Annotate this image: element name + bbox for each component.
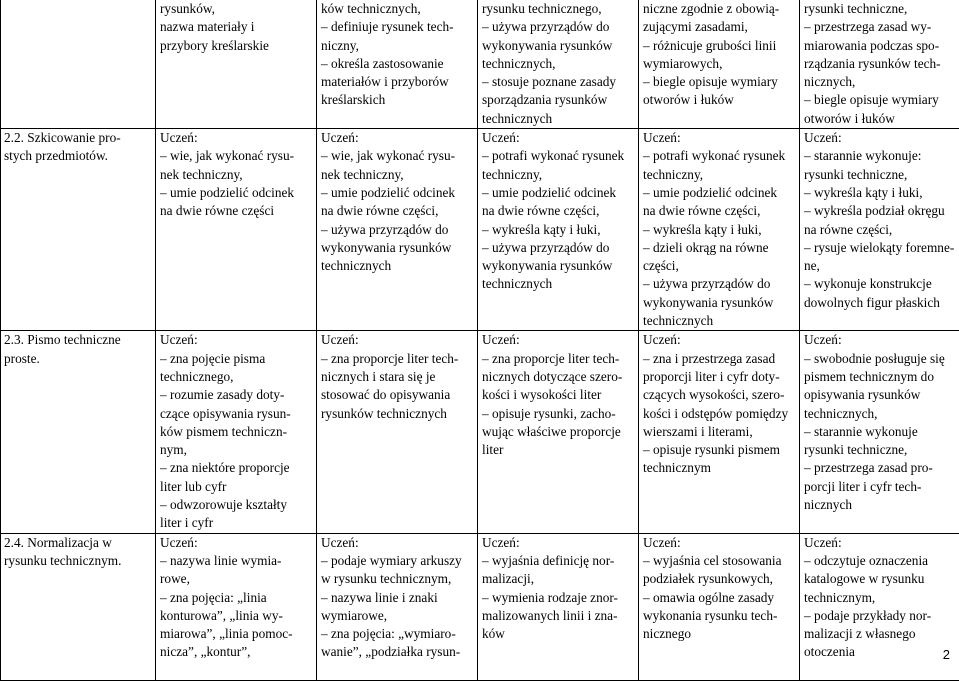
- requirement-line: stosować do opisywania: [321, 386, 473, 404]
- requirement-line: przybory kreślarskie: [160, 37, 312, 55]
- requirement-line: – przestrzega zasad wy-: [804, 18, 955, 36]
- requirement-line: na równe części,: [804, 221, 955, 239]
- requirement-line: – podaje wymiary arkuszy: [321, 552, 473, 570]
- requirement-cell: [639, 533, 800, 680]
- requirement-line: malizacji z własnego: [804, 625, 955, 643]
- requirement-cell: [317, 533, 478, 680]
- requirement-line: zującymi zasadami,: [643, 18, 795, 36]
- requirement-cell: [800, 331, 959, 533]
- requirement-line: kości i wysokości liter: [482, 386, 634, 404]
- requirement-line: – nazywa linie i znaki: [321, 589, 473, 607]
- requirement-line: ków: [482, 625, 634, 643]
- requirement-line: – rysuje wielokąty foremne-: [804, 239, 955, 257]
- requirement-line: rysunki techniczne,: [804, 166, 955, 184]
- requirement-line: – zna pojęcie pisma: [160, 350, 312, 368]
- requirement-line: niczny,: [321, 37, 473, 55]
- requirement-line: – zna proporcje liter tech-: [321, 350, 473, 368]
- requirement-line: – opisuje rysunki, zacho-: [482, 405, 634, 423]
- requirement-line: – potrafi wykonać rysunek: [643, 147, 795, 165]
- requirement-line: Uczeń:: [643, 534, 795, 552]
- requirement-line: Uczeń:: [643, 331, 795, 349]
- table-row: [1, 331, 959, 533]
- requirement-line: czących wysokości, szero-: [643, 386, 795, 404]
- requirement-line: nicznych,: [804, 73, 955, 91]
- requirement-line: – wyjaśnia definicję nor-: [482, 552, 634, 570]
- requirement-line: Uczeń:: [160, 129, 312, 147]
- requirement-line: liter: [482, 441, 634, 459]
- requirement-line: – swobodnie posługuje się: [804, 350, 955, 368]
- requirement-line: części,: [643, 257, 795, 275]
- section-title-line: 2.4. Normalizacja w: [4, 534, 151, 552]
- requirement-cell: [478, 533, 639, 680]
- requirement-cell: [800, 533, 959, 680]
- requirement-cell: [156, 0, 317, 129]
- requirement-line: malizowanych linii i zna-: [482, 607, 634, 625]
- requirement-line: Uczeń:: [482, 534, 634, 552]
- requirement-line: dowolnych figur płaskich: [804, 294, 955, 312]
- table-row: [1, 129, 959, 331]
- requirement-line: wykonania rysunku tech-: [643, 607, 795, 625]
- requirement-line: techniczny,: [482, 166, 634, 184]
- requirement-line: – przestrzega zasad pro-: [804, 459, 955, 477]
- requirement-line: w rysunku technicznym,: [321, 570, 473, 588]
- requirement-line: opisywania rysunków: [804, 386, 955, 404]
- requirement-line: rysunków technicznych: [321, 405, 473, 423]
- requirement-line: rysunki techniczne,: [804, 0, 955, 18]
- requirement-line: na dwie równe części: [160, 202, 312, 220]
- requirement-line: – definiuje rysunek tech-: [321, 18, 473, 36]
- requirement-line: – omawia ogólne zasady: [643, 589, 795, 607]
- requirement-line: liter lub cyfr: [160, 478, 312, 496]
- requirement-line: proporcji liter i cyfr doty-: [643, 368, 795, 386]
- requirement-line: – zna i przestrzega zasad: [643, 350, 795, 368]
- requirement-line: wykonywania rysunków: [482, 37, 634, 55]
- requirement-line: rysunki techniczne,: [804, 441, 955, 459]
- table-row: [1, 0, 959, 129]
- requirement-line: Uczeń:: [804, 331, 955, 349]
- requirement-line: na dwie równe części,: [482, 202, 634, 220]
- requirement-cell: [156, 129, 317, 331]
- requirement-line: wymiarowych,: [643, 55, 795, 73]
- requirement-line: liter i cyfr: [160, 514, 312, 532]
- requirement-line: – stosuje poznane zasady: [482, 73, 634, 91]
- requirement-line: Uczeń:: [160, 534, 312, 552]
- requirement-line: ków technicznych,: [321, 0, 473, 18]
- requirement-line: – używa przyrządów do: [643, 275, 795, 293]
- requirement-cell: [800, 129, 959, 331]
- requirement-line: Uczeń:: [482, 129, 634, 147]
- requirement-line: technicznym: [643, 459, 795, 477]
- requirement-cell: [156, 533, 317, 680]
- requirement-cell: [639, 331, 800, 533]
- requirement-line: – biegle opisuje wymiary: [804, 91, 955, 109]
- requirement-line: miarowania podczas spo-: [804, 37, 955, 55]
- requirement-line: techniczny,: [643, 166, 795, 184]
- requirement-line: wymiarowe,: [321, 607, 473, 625]
- requirement-line: Uczeń:: [321, 129, 473, 147]
- requirement-cell: [639, 0, 800, 129]
- requirement-line: – potrafi wykonać rysunek: [482, 147, 634, 165]
- requirement-line: niczne zgodnie z obowią-: [643, 0, 795, 18]
- requirement-line: – biegle opisuje wymiary: [643, 73, 795, 91]
- requirement-line: technicznych: [482, 110, 634, 128]
- requirement-line: technicznych,: [804, 405, 955, 423]
- requirement-line: – rozumie zasady doty-: [160, 386, 312, 404]
- requirement-line: – używa przyrządów do: [482, 18, 634, 36]
- requirement-line: wując właściwe proporcje: [482, 423, 634, 441]
- requirement-line: Uczeń:: [321, 331, 473, 349]
- requirement-line: otworów i łuków: [804, 110, 955, 128]
- requirement-line: rowe,: [160, 570, 312, 588]
- requirement-line: rządzania rysunków tech-: [804, 55, 955, 73]
- requirement-line: nicznych dotyczące szero-: [482, 368, 634, 386]
- requirement-line: – wykreśla podział okręgu: [804, 202, 955, 220]
- requirement-line: technicznego,: [160, 368, 312, 386]
- requirement-line: – nazywa linie wymia-: [160, 552, 312, 570]
- requirement-line: – różnicuje grubości linii: [643, 37, 795, 55]
- requirement-line: ne,: [804, 257, 955, 275]
- requirement-cell: [800, 0, 959, 129]
- requirement-line: – starannie wykonuje: [804, 423, 955, 441]
- requirement-line: – umie podzielić odcinek: [643, 184, 795, 202]
- requirement-line: – umie podzielić odcinek: [160, 184, 312, 202]
- requirement-line: technicznym,: [804, 589, 955, 607]
- requirement-cell: [317, 0, 478, 129]
- page-number: 2: [943, 647, 950, 662]
- requirement-line: – zna proporcje liter tech-: [482, 350, 634, 368]
- section-title-line: 2.3. Pismo techniczne: [4, 331, 151, 349]
- requirement-line: – wykreśla kąty i łuki,: [482, 221, 634, 239]
- requirement-line: na dwie równe części,: [643, 202, 795, 220]
- requirement-line: Uczeń:: [643, 129, 795, 147]
- requirement-line: Uczeń:: [160, 331, 312, 349]
- section-title-line: stych przedmiotów.: [4, 147, 151, 165]
- requirement-line: katalogowe w rysunku: [804, 570, 955, 588]
- requirement-line: otworów i łuków: [643, 91, 795, 109]
- requirement-cell: [478, 129, 639, 331]
- table-body: [1, 0, 959, 680]
- requirement-line: nym,: [160, 441, 312, 459]
- requirement-line: konturowa”, „linia wy-: [160, 607, 312, 625]
- requirement-line: – umie podzielić odcinek: [482, 184, 634, 202]
- requirement-line: technicznych: [643, 312, 795, 330]
- requirement-line: – zna niektóre proporcje: [160, 459, 312, 477]
- section-title-line: rysunku technicznym.: [4, 552, 151, 570]
- requirement-line: kości i odstępów pomiędzy: [643, 405, 795, 423]
- requirement-line: rysunków,: [160, 0, 312, 18]
- requirement-line: – starannie wykonuje:: [804, 147, 955, 165]
- requirement-line: pismem technicznym do: [804, 368, 955, 386]
- requirement-line: nek techniczny,: [321, 166, 473, 184]
- requirement-line: Uczeń:: [321, 534, 473, 552]
- requirement-line: nazwa materiały i: [160, 18, 312, 36]
- requirement-line: – dzieli okrąg na równe: [643, 239, 795, 257]
- section-title-line: 2.2. Szkicowanie pro-: [4, 129, 151, 147]
- requirement-line: – odwzorowuje kształty: [160, 496, 312, 514]
- requirement-line: podziałek rysunkowych,: [643, 570, 795, 588]
- requirement-line: malizacji,: [482, 570, 634, 588]
- requirement-line: na dwie równe części,: [321, 202, 473, 220]
- requirement-cell: [156, 331, 317, 533]
- requirement-line: Uczeń:: [804, 534, 955, 552]
- requirement-line: materiałów i przyborów: [321, 73, 473, 91]
- requirement-line: rysunku technicznego,: [482, 0, 634, 18]
- requirement-line: porcji liter i cyfr tech-: [804, 478, 955, 496]
- section-title-line: proste.: [4, 350, 151, 368]
- requirement-line: – wymienia rodzaje znor-: [482, 589, 634, 607]
- requirement-line: wykonywania rysunków: [321, 239, 473, 257]
- requirement-line: – używa przyrządów do: [482, 239, 634, 257]
- requirement-line: technicznych: [482, 275, 634, 293]
- requirement-line: wanie”, „podziałka rysun-: [321, 643, 473, 661]
- section-title-cell: [1, 331, 156, 533]
- section-title-cell: [1, 533, 156, 680]
- requirement-cell: [317, 331, 478, 533]
- requirement-line: wierszami i literami,: [643, 423, 795, 441]
- requirement-cell: [317, 129, 478, 331]
- requirement-line: – opisuje rysunki pismem: [643, 441, 795, 459]
- requirement-line: Uczeń:: [482, 331, 634, 349]
- requirement-line: – wie, jak wykonać rysu-: [321, 147, 473, 165]
- requirement-line: wykonywania rysunków: [482, 257, 634, 275]
- requirement-line: – umie podzielić odcinek: [321, 184, 473, 202]
- requirement-line: sporządzania rysunków: [482, 91, 634, 109]
- requirement-line: nicznych: [804, 496, 955, 514]
- requirement-line: nek techniczny,: [160, 166, 312, 184]
- requirement-line: nicznego: [643, 625, 795, 643]
- requirement-line: otoczenia: [804, 643, 955, 661]
- requirement-line: technicznych,: [482, 55, 634, 73]
- section-title-cell: [1, 0, 156, 129]
- requirement-line: – wyjaśnia cel stosowania: [643, 552, 795, 570]
- requirement-line: technicznych: [321, 257, 473, 275]
- requirement-line: nicznych i stara się je: [321, 368, 473, 386]
- table-row: [1, 533, 959, 680]
- requirement-cell: [478, 0, 639, 129]
- section-title-cell: [1, 129, 156, 331]
- requirement-line: kreślarskich: [321, 91, 473, 109]
- requirement-line: – wykreśla kąty i łuki,: [643, 221, 795, 239]
- requirement-line: miarowa”, „linia pomoc-: [160, 625, 312, 643]
- requirement-line: Uczeń:: [804, 129, 955, 147]
- requirement-line: – używa przyrządów do: [321, 221, 473, 239]
- requirement-line: – wie, jak wykonać rysu-: [160, 147, 312, 165]
- requirement-line: – zna pojęcia: „linia: [160, 589, 312, 607]
- requirement-cell: [639, 129, 800, 331]
- requirement-line: – podaje przykłady nor-: [804, 607, 955, 625]
- requirement-line: – odczytuje oznaczenia: [804, 552, 955, 570]
- requirement-line: – wykreśla kąty i łuki,: [804, 184, 955, 202]
- requirement-line: – określa zastosowanie: [321, 55, 473, 73]
- requirement-line: ków pismem techniczn-: [160, 423, 312, 441]
- requirement-line: nicza”, „kontur”,: [160, 643, 312, 661]
- requirement-line: – wykonuje konstrukcje: [804, 275, 955, 293]
- requirement-line: wykonywania rysunków: [643, 294, 795, 312]
- requirement-line: – zna pojęcia: „wymiaro-: [321, 625, 473, 643]
- requirement-cell: [478, 331, 639, 533]
- requirement-line: czące opisywania rysun-: [160, 405, 312, 423]
